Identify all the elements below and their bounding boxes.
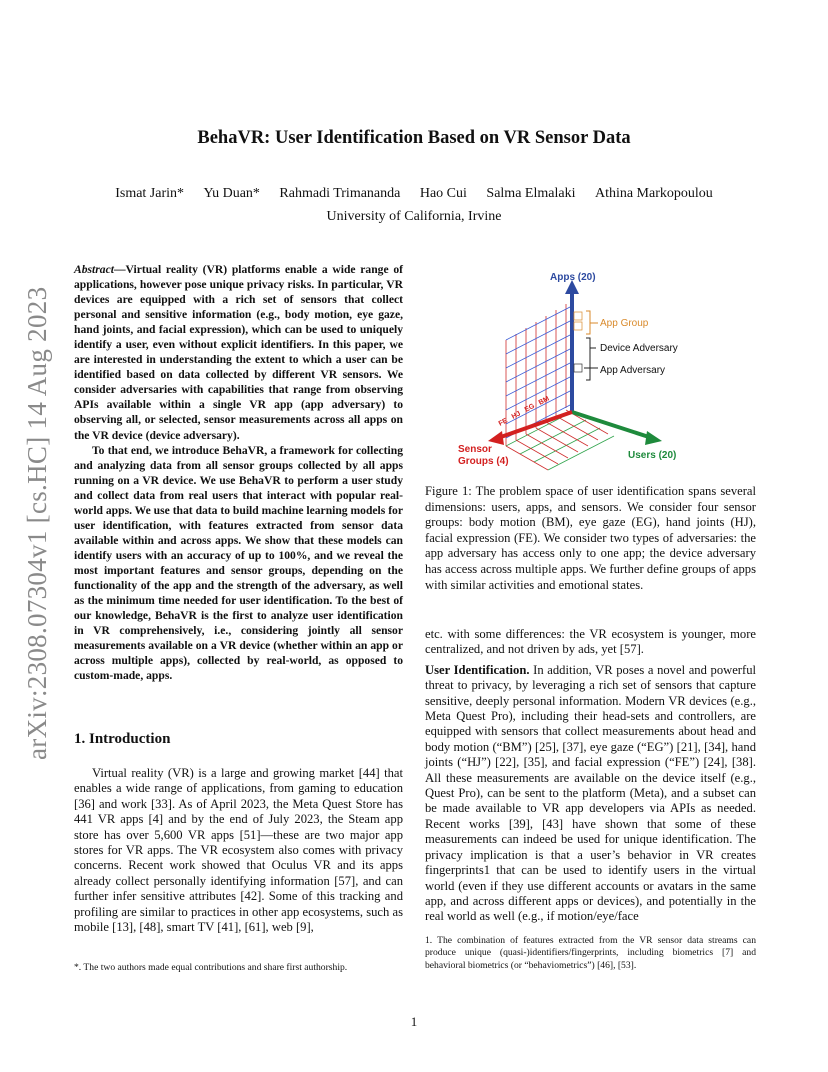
page-number: 1 <box>410 1014 418 1029</box>
author: Salma Elmalaki <box>486 186 576 201</box>
axis-label-apps: Apps (20) <box>550 272 596 283</box>
axis-label-users: Users (20) <box>628 450 677 461</box>
right-column-body <box>425 627 756 925</box>
axis-label-sensor-2: Groups (4) <box>458 456 509 467</box>
right-paragraph-1: etc. with some differences: the VR ecosystem is younger, more centralized, and not driven by ads, yet [57]. <box>425 627 756 657</box>
abstract-paragraph-1: Abstract—Virtual reality (VR) platforms enable a wide range of applications, however pose unique privacy risks. In particular, VR devices are equipped with a rich set of sensors that collect personal and sensitive information (e.g., body motion, eye gaze, hand joints, and facial expression), which can be used to uniquely identify a user, even without explicit identifiers. In this paper, we are interested in understanding the extent to which a user can be identified based on data collected by different VR sensors. We consider adversaries with capabilities that range from observing APIs available within a single VR app (app adversary) to observing all, or selected, sensor measurements across all apps on the VR device (device adversary). <box>74 263 403 442</box>
intro-paragraph: Virtual reality (VR) is a large and growing market [44] that enables a wide range of applications, from gaming to education [36] and work [33]. As of April 2023, the Meta Quest Store has 441 VR apps [4] and by the end of July 2023, the Steam app store has over 5,600 VR apps [51]—these are two major app stores for VR apps. The VR ecosystem also comes with privacy concerns. Recent work showed that Oculus VR and its apps already collect personally identifying information [57], and can further infer sensitive attributes [42]. Some of this tracking and profiling are similar to practices in other app ecosystems, such as mobile [13], [48], smart TV [41], [61], web [9], <box>74 766 403 935</box>
abstract-text-1: Virtual reality (VR) platforms enable a wide range of applications, however pose unique privacy risks. In particular, VR devices are equipped with a rich set of sensors that collect personal and sensitive information (e.g., body motion, eye gaze, hand joints, and facial expression), which can be used to uniquely identify a user, even without explicit identifiers. In this paper, we are interested in understanding the extent to which a user can be identified based on data collected by different VR sensors. We consider adversaries with capabilities that range from observing APIs available within a single VR app (app adversary) to observing all, or selected, sensor measurements across all apps on the VR device (device adversary). <box>74 263 403 442</box>
author: Hao Cui <box>419 186 467 201</box>
author: Ismat Jarin* <box>115 186 185 201</box>
affiliation: University of California, Irvine <box>326 209 502 224</box>
arxiv-id: arXiv:2308.07304v1 [cs.HC] 14 Aug 2023 <box>22 286 52 760</box>
sensor-label-hj: HJ <box>510 410 522 421</box>
right-paragraph-2 <box>425 663 756 925</box>
abstract <box>74 262 403 683</box>
right-paragraph-2-text: In addition, VR poses a novel and powerful threat to privacy, by leveraging a rich set of sensors that capture sensitive, deeply personal information. Modern VR devices (e.g., Meta Quest Pro), including their head-sets and controllers, are equipped with sensors that collect measurements about head and body motion (“BM”) [25], [37], eye gaze (“EG”) [21], [34], hand joints (“HJ”) [22], [35], and facial expression (“FE”) [24], [38]. All these measurements are available on the device itself (e.g., Quest Pro), can be sent to the platform (Meta), and a subset can be made available to VR app developers via APIs as needed. Recent works [39], [43] have shown that some of these measurements can indeed be used for unique identification. The privacy implication is that a user’s behavior in VR creates fingerprints1 that can be used to identify users in the virtual world (even if they use different accounts or avatars in the same app, and across different apps or devices), and potentially in the real world as well (e.g., if motion/eye/face <box>425 662 756 924</box>
sensor-label-eg: EG <box>523 402 536 414</box>
figure-1-diagram <box>440 268 678 478</box>
label-device-adversary: Device Adversary <box>600 343 678 354</box>
introduction-body <box>74 766 403 935</box>
footnote-fingerprints: 1. The combination of features extracted from the VR sensor data streams can produce unique (quasi-)identifiers/fingerprints, including biometrics [7] and behavioral biometrics (or “behaviometrics”) [46], [53]. <box>425 935 756 971</box>
author: Athina Markopoulou <box>594 186 713 201</box>
figure-1-caption: Figure 1: The problem space of user identification spans several dimensions: users, apps, and sensors. We consider four sensor groups: body motion (BM), eye gaze (EG), hand joints (HJ), facial expression (FE). We consider two types of adversaries: the app adversary has access only to one app; the device adversary has access across multiple apps. We further define groups of apps with similar activities and emotional states. <box>425 484 756 592</box>
label-app-group: App Group <box>600 318 649 329</box>
author: Rahmadi Trimananda <box>279 186 401 201</box>
label-app-adversary: App Adversary <box>600 365 666 376</box>
section-heading-introduction: 1. Introduction <box>74 731 171 747</box>
abstract-label: Abstract <box>74 263 114 276</box>
paper-title: BehaVR: User Identification Based on VR Sensor Data <box>197 128 631 148</box>
abstract-paragraph-2: To that end, we introduce BehaVR, a framework for collecting and analyzing data from all sensor groups collected by all apps running on a VR device. We use BehaVR to perform a user study and collect data from real users that interact with popular real-world apps. We use that data to build machine learning models for user identification, with features extracted from sensor data available within and across apps. We show that these models can identify users with an accuracy of up to 100%, and we reveal the most important features and sensor groups, depending on the functionality of the app and the strength of the adversary, as well as the minimum time needed for user identification. To the best of our knowledge, BehaVR is the first to analyze user identification in VR comprehensively, i.e., considering jointly all sensor measurements available on a VR device (whether within an app or across multiple apps), collected by real-world, as opposed to custom-made, apps. <box>74 443 403 683</box>
footnote-equal-contribution: *. The two authors made equal contributions and share first authorship. <box>74 962 348 973</box>
paragraph-heading-user-identification: User Identification. <box>425 662 530 677</box>
author: Yu Duan* <box>203 186 260 201</box>
sensor-label-fe: FE <box>497 417 509 428</box>
sensor-label-bm: BM <box>537 395 551 407</box>
author-list <box>0 186 828 202</box>
axis-label-sensor-1: Sensor <box>458 444 492 455</box>
